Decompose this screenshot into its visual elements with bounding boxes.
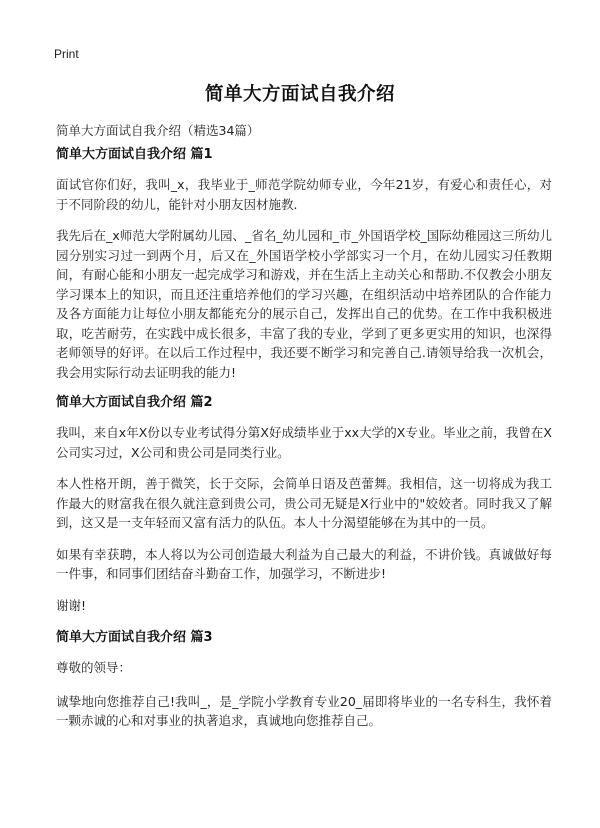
section-heading: 简单大方面试自我介绍 篇3 bbox=[56, 630, 213, 645]
paragraph: 我先后在_x师范大学附属幼儿园、_省名_幼儿园和_市_外国语学校_国际幼稚园这三所幼儿园分别实习过一到两个月，后又在_外国语学校小学部实习一个月，在幼儿园实习任教期间，有耐心能和小朋友一起完成学习和游戏，并在生活上主动关心和帮助.不仅教会小朋友学习课本上的知识，而且还注重培养他们的学习兴趣，在组织活动中培养团队的合作能力及各方面能力让每位小朋友都能充分的展示自己，发挥出自己的优势。在工作中我积极进取，吃苦耐劳，在实践中成长很多，丰富了我的专业，学到了更多更实用的知识，也深得老师领导的好评。在以后工作过程中，我还要不断学习和完善自己.请领导给我一次机会，我会用实际行动去证明我的能力! bbox=[56, 228, 552, 380]
paragraph: 诚挚地向您推荐自己!我叫_，是_学院小学教育专业20_届即将毕业的一名专科生，我怀着一颗赤诚的心和对事业的执著追求，真诚地向您推荐自己。 bbox=[56, 693, 552, 728]
paragraph: 面试官你们好，我叫_x，我毕业于_师范学院幼师专业，今年21岁，有爱心和责任心，对于不同阶段的幼儿，能针对小朋友因材施教. bbox=[56, 177, 552, 212]
page-title: 简单大方面试自我介绍 bbox=[204, 84, 395, 105]
page-subtitle: 简单大方面试自我介绍（精选34篇） bbox=[56, 123, 260, 138]
paragraph: 本人性格开朗，善于微笑，长于交际，会简单日语及芭蕾舞。我相信，这一切将成为我工作最大的财富我在很久就注意到贵公司，贵公司无疑是X行业中的"姣姣者。同时我又了解到，这又是一支年轻而又富有活力的队伍。本人十分渴望能够在为其中的一员。 bbox=[56, 476, 552, 530]
paragraph: 我叫，来自x年X份以专业考试得分第X好成绩毕业于xx大学的X专业。毕业之前，我曾在X公司实习过，X公司和贵公司是同类行业。 bbox=[56, 425, 552, 460]
paragraph: 如果有幸获聘，本人将以为公司创造最大利益为自己最大的利益，不讲价钱。真诚做好每一件事，和同事们团结奋斗勤奋工作，加强学习，不断进步! bbox=[56, 546, 552, 581]
paragraph: 谢谢! bbox=[56, 597, 87, 613]
section-heading: 简单大方面试自我介绍 篇2 bbox=[56, 395, 213, 410]
section-2 bbox=[56, 394, 552, 615]
print-link[interactable]: Print bbox=[54, 47, 79, 61]
section-heading: 简单大方面试自我介绍 篇1 bbox=[56, 147, 213, 162]
section-3 bbox=[56, 629, 552, 731]
paragraph: 尊敬的领导： bbox=[56, 660, 132, 675]
document-body bbox=[56, 146, 552, 743]
section-1 bbox=[56, 146, 552, 382]
